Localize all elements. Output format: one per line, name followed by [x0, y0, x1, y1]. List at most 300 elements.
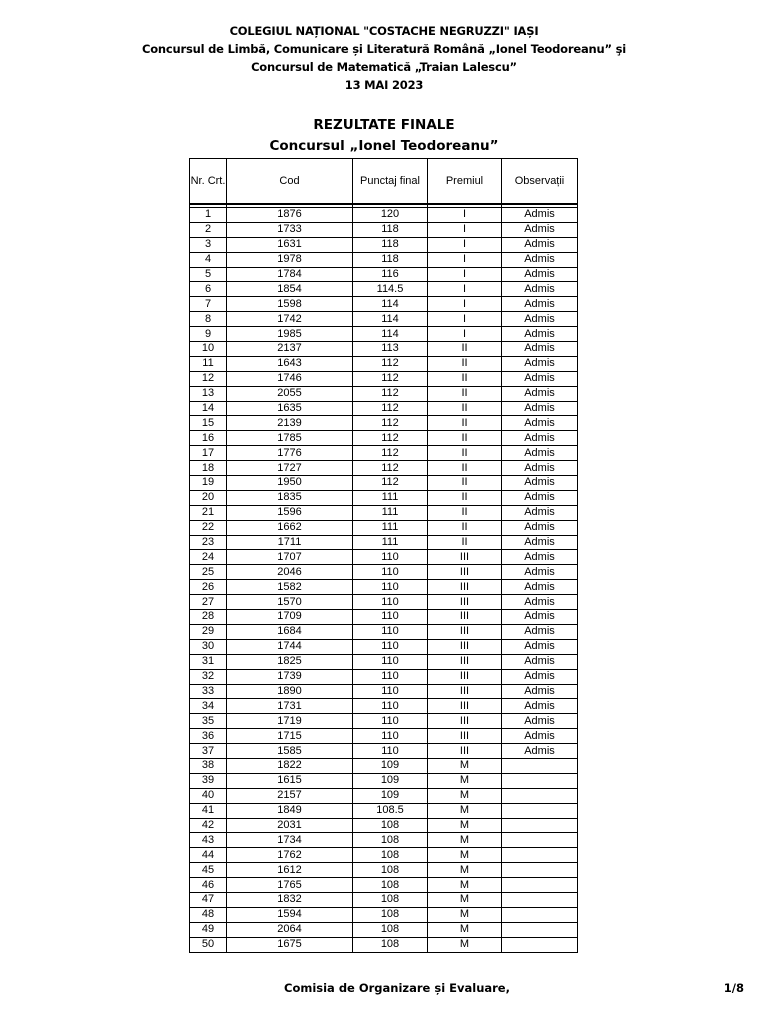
cell-premiul: III — [428, 639, 502, 654]
cell-cod: 1825 — [227, 654, 353, 669]
cell-cod: 1635 — [227, 401, 353, 416]
table-row — [190, 208, 578, 223]
cell-premiul: I — [428, 222, 502, 237]
table-row — [190, 773, 578, 788]
cell-punctaj: 110 — [353, 714, 428, 729]
cell-cod: 1876 — [227, 208, 353, 223]
contest-line-1: Concursul de Limbă, Comunicare și Literatură Română „Ionel Teodoreanu” şi — [141, 42, 627, 56]
cell-nr-crt: 33 — [190, 684, 227, 699]
cell-punctaj: 108 — [353, 878, 428, 893]
cell-observatii: Admis — [502, 386, 578, 401]
cell-observatii: Admis — [502, 729, 578, 744]
page-number: 1/8 — [723, 981, 744, 995]
cell-punctaj: 112 — [353, 431, 428, 446]
cell-observatii: Admis — [502, 624, 578, 639]
cell-premiul: II — [428, 535, 502, 550]
cell-premiul: II — [428, 505, 502, 520]
cell-punctaj: 114 — [353, 297, 428, 312]
table-row — [190, 342, 578, 357]
cell-observatii: Admis — [502, 446, 578, 461]
cell-nr-crt: 27 — [190, 595, 227, 610]
cell-punctaj: 118 — [353, 252, 428, 267]
cell-nr-crt: 11 — [190, 356, 227, 371]
cell-observatii: Admis — [502, 535, 578, 550]
cell-punctaj: 109 — [353, 758, 428, 773]
table-row — [190, 222, 578, 237]
cell-premiul: III — [428, 550, 502, 565]
table-row — [190, 401, 578, 416]
cell-observatii: Admis — [502, 669, 578, 684]
cell-nr-crt: 20 — [190, 490, 227, 505]
header-cod: Cod — [227, 159, 353, 205]
header-observatii: Observații — [502, 159, 578, 205]
cell-observatii: Admis — [502, 282, 578, 297]
cell-premiul: M — [428, 907, 502, 922]
cell-premiul: III — [428, 565, 502, 580]
table-row — [190, 252, 578, 267]
cell-nr-crt: 4 — [190, 252, 227, 267]
cell-premiul: I — [428, 282, 502, 297]
cell-nr-crt: 28 — [190, 610, 227, 625]
cell-punctaj: 108 — [353, 907, 428, 922]
cell-nr-crt: 41 — [190, 803, 227, 818]
cell-punctaj: 108.5 — [353, 803, 428, 818]
cell-nr-crt: 12 — [190, 371, 227, 386]
cell-observatii: Admis — [502, 431, 578, 446]
table-row — [190, 610, 578, 625]
cell-punctaj: 109 — [353, 788, 428, 803]
cell-nr-crt: 32 — [190, 669, 227, 684]
table-row — [190, 565, 578, 580]
cell-cod: 2139 — [227, 416, 353, 431]
page-title: REZULTATE FINALE — [313, 117, 455, 133]
table-row — [190, 833, 578, 848]
cell-cod: 1707 — [227, 550, 353, 565]
cell-cod: 1615 — [227, 773, 353, 788]
footer-signature: Comisia de Organizare și Evaluare, — [284, 981, 510, 995]
table-row — [190, 803, 578, 818]
cell-cod: 1950 — [227, 476, 353, 491]
cell-premiul: I — [428, 237, 502, 252]
cell-punctaj: 112 — [353, 386, 428, 401]
cell-cod: 1585 — [227, 744, 353, 759]
table-row — [190, 580, 578, 595]
cell-premiul: I — [428, 267, 502, 282]
table-row — [190, 654, 578, 669]
cell-cod: 1662 — [227, 520, 353, 535]
cell-premiul: III — [428, 699, 502, 714]
cell-punctaj: 111 — [353, 505, 428, 520]
cell-observatii: Admis — [502, 580, 578, 595]
cell-premiul: II — [428, 431, 502, 446]
cell-punctaj: 114 — [353, 327, 428, 342]
table-row — [190, 848, 578, 863]
cell-premiul: M — [428, 863, 502, 878]
cell-premiul: M — [428, 892, 502, 907]
cell-nr-crt: 7 — [190, 297, 227, 312]
results-body — [190, 208, 578, 953]
cell-observatii: Admis — [502, 714, 578, 729]
cell-premiul: M — [428, 803, 502, 818]
cell-punctaj: 113 — [353, 342, 428, 357]
cell-nr-crt: 36 — [190, 729, 227, 744]
cell-punctaj: 110 — [353, 729, 428, 744]
cell-cod: 1832 — [227, 892, 353, 907]
cell-punctaj: 108 — [353, 922, 428, 937]
cell-observatii: Admis — [502, 401, 578, 416]
cell-nr-crt: 46 — [190, 878, 227, 893]
cell-cod: 2137 — [227, 342, 353, 357]
cell-cod: 1582 — [227, 580, 353, 595]
cell-punctaj: 112 — [353, 476, 428, 491]
cell-nr-crt: 15 — [190, 416, 227, 431]
table-row — [190, 863, 578, 878]
cell-nr-crt: 49 — [190, 922, 227, 937]
cell-premiul: III — [428, 654, 502, 669]
cell-nr-crt: 35 — [190, 714, 227, 729]
cell-premiul: III — [428, 714, 502, 729]
cell-cod: 1719 — [227, 714, 353, 729]
cell-nr-crt: 34 — [190, 699, 227, 714]
cell-cod: 1715 — [227, 729, 353, 744]
table-row — [190, 446, 578, 461]
cell-observatii: Admis — [502, 595, 578, 610]
cell-nr-crt: 14 — [190, 401, 227, 416]
cell-nr-crt: 6 — [190, 282, 227, 297]
cell-cod: 1822 — [227, 758, 353, 773]
cell-punctaj: 112 — [353, 446, 428, 461]
cell-punctaj: 108 — [353, 937, 428, 952]
cell-premiul: M — [428, 788, 502, 803]
cell-observatii: Admis — [502, 252, 578, 267]
header-nr-crt: Nr. Crt. — [190, 159, 227, 205]
cell-punctaj: 110 — [353, 580, 428, 595]
cell-observatii: Admis — [502, 550, 578, 565]
cell-punctaj: 114.5 — [353, 282, 428, 297]
cell-punctaj: 111 — [353, 490, 428, 505]
table-row — [190, 461, 578, 476]
cell-nr-crt: 16 — [190, 431, 227, 446]
cell-nr-crt: 43 — [190, 833, 227, 848]
cell-cod: 1594 — [227, 907, 353, 922]
cell-nr-crt: 23 — [190, 535, 227, 550]
cell-observatii: Admis — [502, 520, 578, 535]
cell-nr-crt: 18 — [190, 461, 227, 476]
cell-punctaj: 110 — [353, 639, 428, 654]
cell-observatii — [502, 922, 578, 937]
cell-punctaj: 110 — [353, 610, 428, 625]
cell-punctaj: 120 — [353, 208, 428, 223]
contest-date: 13 MAI 2023 — [344, 78, 424, 92]
cell-nr-crt: 42 — [190, 818, 227, 833]
cell-premiul: M — [428, 818, 502, 833]
header-punctaj-final: Punctaj final — [353, 159, 428, 205]
cell-nr-crt: 2 — [190, 222, 227, 237]
cell-premiul: II — [428, 386, 502, 401]
cell-observatii: Admis — [502, 416, 578, 431]
cell-punctaj: 111 — [353, 520, 428, 535]
cell-cod: 1978 — [227, 252, 353, 267]
cell-premiul: M — [428, 848, 502, 863]
cell-cod: 2157 — [227, 788, 353, 803]
cell-punctaj: 110 — [353, 565, 428, 580]
table-row — [190, 431, 578, 446]
cell-observatii: Admis — [502, 327, 578, 342]
table-row — [190, 386, 578, 401]
cell-cod: 1684 — [227, 624, 353, 639]
cell-observatii — [502, 863, 578, 878]
cell-cod: 1731 — [227, 699, 353, 714]
cell-cod: 1727 — [227, 461, 353, 476]
cell-punctaj: 110 — [353, 550, 428, 565]
table-row — [190, 758, 578, 773]
cell-premiul: I — [428, 208, 502, 223]
cell-nr-crt: 21 — [190, 505, 227, 520]
cell-premiul: I — [428, 327, 502, 342]
cell-cod: 1765 — [227, 878, 353, 893]
cell-premiul: III — [428, 580, 502, 595]
cell-cod: 1598 — [227, 297, 353, 312]
cell-observatii: Admis — [502, 461, 578, 476]
cell-cod: 1890 — [227, 684, 353, 699]
cell-observatii: Admis — [502, 610, 578, 625]
contest-line-2: Concursul de Matematică „Traian Lalescu” — [251, 60, 517, 74]
cell-nr-crt: 10 — [190, 342, 227, 357]
cell-nr-crt: 26 — [190, 580, 227, 595]
cell-premiul: III — [428, 624, 502, 639]
cell-observatii — [502, 788, 578, 803]
cell-cod: 1596 — [227, 505, 353, 520]
cell-punctaj: 110 — [353, 654, 428, 669]
cell-cod: 1746 — [227, 371, 353, 386]
table-row — [190, 356, 578, 371]
cell-cod: 1835 — [227, 490, 353, 505]
cell-punctaj: 118 — [353, 222, 428, 237]
table-row — [190, 371, 578, 386]
cell-cod: 1744 — [227, 639, 353, 654]
cell-premiul: M — [428, 937, 502, 952]
table-row — [190, 312, 578, 327]
table-row — [190, 624, 578, 639]
cell-punctaj: 112 — [353, 461, 428, 476]
cell-nr-crt: 30 — [190, 639, 227, 654]
cell-cod: 1675 — [227, 937, 353, 952]
table-row — [190, 744, 578, 759]
table-row — [190, 922, 578, 937]
cell-nr-crt: 17 — [190, 446, 227, 461]
cell-premiul: I — [428, 252, 502, 267]
cell-premiul: III — [428, 744, 502, 759]
cell-observatii: Admis — [502, 505, 578, 520]
cell-observatii: Admis — [502, 356, 578, 371]
cell-premiul: III — [428, 684, 502, 699]
cell-cod: 1570 — [227, 595, 353, 610]
cell-punctaj: 112 — [353, 416, 428, 431]
cell-nr-crt: 47 — [190, 892, 227, 907]
cell-premiul: II — [428, 356, 502, 371]
table-row — [190, 639, 578, 654]
cell-observatii: Admis — [502, 699, 578, 714]
school-name: COLEGIUL NAȚIONAL "COSTACHE NEGRUZZI" IAȘI — [229, 24, 539, 38]
cell-punctaj: 110 — [353, 624, 428, 639]
cell-nr-crt: 9 — [190, 327, 227, 342]
cell-punctaj: 112 — [353, 401, 428, 416]
table-row — [190, 699, 578, 714]
page-subtitle: Concursul „Ionel Teodoreanu” — [269, 138, 499, 154]
table-row — [190, 818, 578, 833]
table-row — [190, 684, 578, 699]
cell-observatii: Admis — [502, 208, 578, 223]
cell-premiul: I — [428, 312, 502, 327]
cell-nr-crt: 50 — [190, 937, 227, 952]
cell-cod: 1709 — [227, 610, 353, 625]
table-row — [190, 788, 578, 803]
cell-premiul: II — [428, 490, 502, 505]
cell-premiul: M — [428, 773, 502, 788]
cell-nr-crt: 24 — [190, 550, 227, 565]
cell-nr-crt: 8 — [190, 312, 227, 327]
cell-premiul: II — [428, 342, 502, 357]
cell-premiul: II — [428, 520, 502, 535]
cell-premiul: II — [428, 416, 502, 431]
results-table — [189, 158, 578, 953]
table-row — [190, 267, 578, 282]
table-row — [190, 505, 578, 520]
cell-observatii: Admis — [502, 476, 578, 491]
cell-nr-crt: 45 — [190, 863, 227, 878]
cell-premiul: M — [428, 758, 502, 773]
cell-cod: 1711 — [227, 535, 353, 550]
cell-punctaj: 108 — [353, 892, 428, 907]
cell-punctaj: 108 — [353, 818, 428, 833]
table-row — [190, 416, 578, 431]
cell-observatii — [502, 758, 578, 773]
cell-cod: 1776 — [227, 446, 353, 461]
cell-observatii: Admis — [502, 312, 578, 327]
cell-premiul: III — [428, 729, 502, 744]
cell-premiul: II — [428, 476, 502, 491]
cell-cod: 2055 — [227, 386, 353, 401]
cell-nr-crt: 39 — [190, 773, 227, 788]
cell-premiul: M — [428, 878, 502, 893]
cell-punctaj: 112 — [353, 371, 428, 386]
cell-cod: 1762 — [227, 848, 353, 863]
cell-punctaj: 111 — [353, 535, 428, 550]
cell-punctaj: 108 — [353, 833, 428, 848]
cell-observatii: Admis — [502, 654, 578, 669]
cell-cod: 1849 — [227, 803, 353, 818]
cell-cod: 2046 — [227, 565, 353, 580]
cell-observatii — [502, 833, 578, 848]
cell-observatii: Admis — [502, 744, 578, 759]
cell-observatii: Admis — [502, 639, 578, 654]
cell-premiul: III — [428, 669, 502, 684]
table-row — [190, 729, 578, 744]
cell-nr-crt: 5 — [190, 267, 227, 282]
cell-cod: 1742 — [227, 312, 353, 327]
cell-punctaj: 109 — [353, 773, 428, 788]
table-row — [190, 237, 578, 252]
table-row — [190, 476, 578, 491]
cell-nr-crt: 31 — [190, 654, 227, 669]
table-row — [190, 907, 578, 922]
table-header-row — [190, 159, 578, 205]
table-row — [190, 535, 578, 550]
cell-punctaj: 116 — [353, 267, 428, 282]
cell-nr-crt: 38 — [190, 758, 227, 773]
cell-nr-crt: 40 — [190, 788, 227, 803]
cell-observatii: Admis — [502, 222, 578, 237]
cell-observatii — [502, 818, 578, 833]
cell-premiul: II — [428, 446, 502, 461]
cell-nr-crt: 22 — [190, 520, 227, 535]
cell-cod: 1612 — [227, 863, 353, 878]
cell-nr-crt: 48 — [190, 907, 227, 922]
cell-punctaj: 114 — [353, 312, 428, 327]
table-row — [190, 937, 578, 952]
cell-punctaj: 108 — [353, 863, 428, 878]
cell-premiul: III — [428, 595, 502, 610]
cell-observatii: Admis — [502, 565, 578, 580]
cell-observatii — [502, 803, 578, 818]
table-row — [190, 550, 578, 565]
cell-punctaj: 110 — [353, 684, 428, 699]
cell-observatii: Admis — [502, 342, 578, 357]
cell-observatii: Admis — [502, 267, 578, 282]
cell-premiul: M — [428, 922, 502, 937]
cell-punctaj: 112 — [353, 356, 428, 371]
cell-cod: 1854 — [227, 282, 353, 297]
table-row — [190, 595, 578, 610]
cell-cod: 1643 — [227, 356, 353, 371]
table-row — [190, 520, 578, 535]
cell-cod: 1785 — [227, 431, 353, 446]
table-row — [190, 892, 578, 907]
cell-nr-crt: 19 — [190, 476, 227, 491]
cell-cod: 2031 — [227, 818, 353, 833]
cell-observatii: Admis — [502, 684, 578, 699]
document-header — [0, 22, 768, 94]
cell-premiul: II — [428, 401, 502, 416]
cell-premiul: M — [428, 833, 502, 848]
cell-premiul: II — [428, 371, 502, 386]
table-row — [190, 490, 578, 505]
cell-observatii: Admis — [502, 297, 578, 312]
cell-observatii — [502, 892, 578, 907]
cell-premiul: II — [428, 461, 502, 476]
cell-observatii: Admis — [502, 371, 578, 386]
cell-nr-crt: 37 — [190, 744, 227, 759]
table-row — [190, 714, 578, 729]
cell-cod: 2064 — [227, 922, 353, 937]
cell-cod: 1739 — [227, 669, 353, 684]
cell-cod: 1734 — [227, 833, 353, 848]
cell-observatii — [502, 848, 578, 863]
cell-nr-crt: 44 — [190, 848, 227, 863]
cell-observatii — [502, 907, 578, 922]
table-row — [190, 282, 578, 297]
cell-punctaj: 108 — [353, 848, 428, 863]
cell-punctaj: 110 — [353, 699, 428, 714]
cell-punctaj: 118 — [353, 237, 428, 252]
cell-premiul: I — [428, 297, 502, 312]
header-premiul: Premiul — [428, 159, 502, 205]
cell-nr-crt: 29 — [190, 624, 227, 639]
table-row — [190, 297, 578, 312]
table-row — [190, 669, 578, 684]
cell-nr-crt: 1 — [190, 208, 227, 223]
cell-observatii: Admis — [502, 237, 578, 252]
